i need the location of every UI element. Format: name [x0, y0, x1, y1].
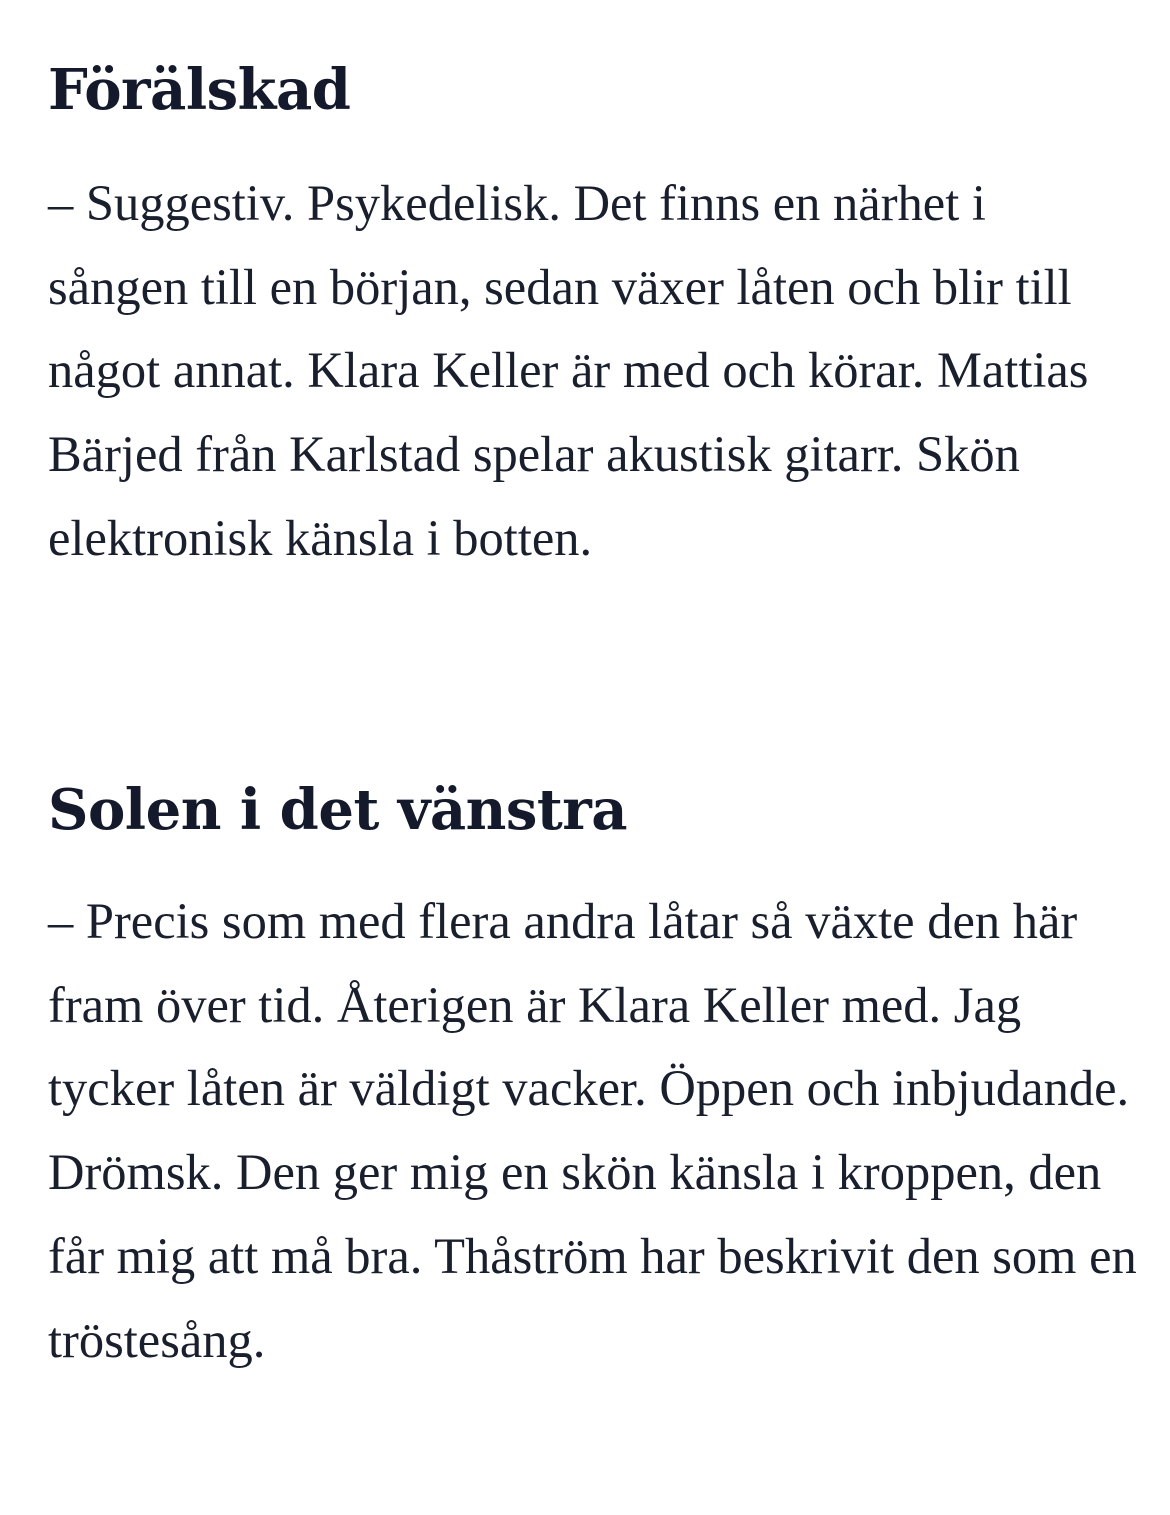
section-heading-solen-i-det-vanstra: Solen i det vänstra — [48, 777, 628, 843]
section-body-solen-i-det-vanstra: – Precis som med flera andra låtar så växte den här fram över tid. Återigen är Klara Keller med. Jag tycker låten är väldigt vacker. Öppen och inbjudande. Drömsk. Den ger mig en skön känsla i kroppen, den får mig att må bra. Thåström har beskrivit den som en tröstesång. — [48, 893, 1137, 1368]
section-heading-foralskad: Förälskad — [48, 57, 351, 123]
section-body-foralskad: – Suggestiv. Psykedelisk. Det finns en närhet i sången till en början, sedan växer låten och blir till något annat. Klara Keller är med och körar. Mattias Bärjed från Karlstad spelar akustisk gitarr. Skön elektronisk känsla i botten. — [48, 175, 1089, 566]
